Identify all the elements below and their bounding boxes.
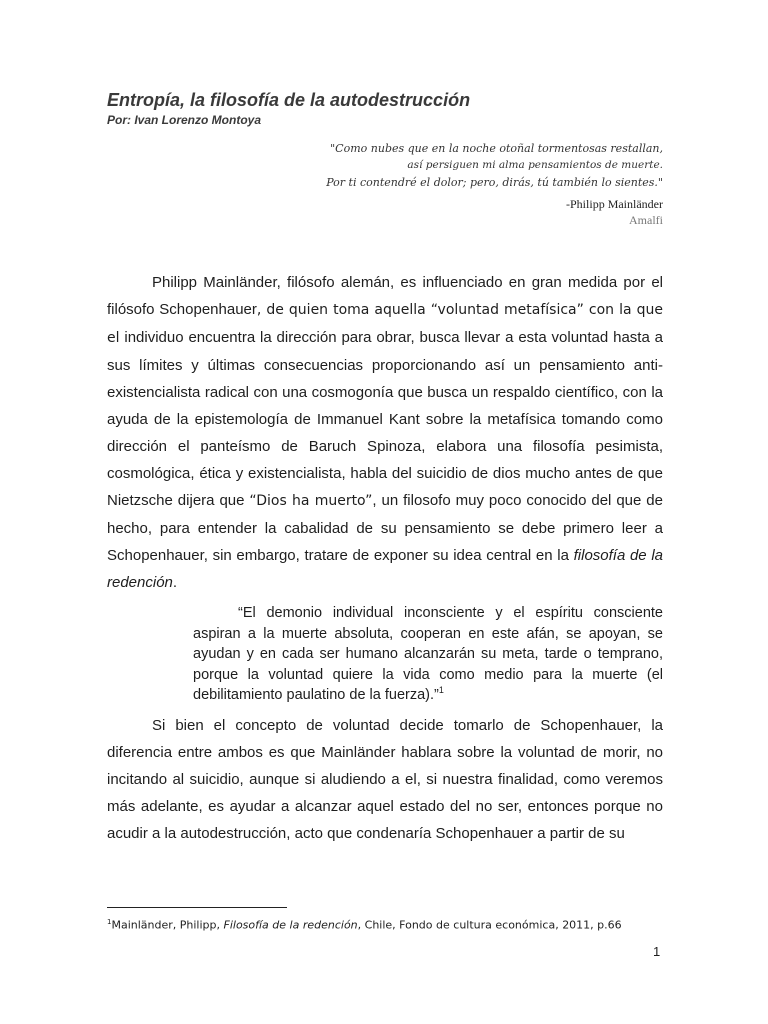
document-title: Entropía, la filosofía de la autodestrucción xyxy=(107,90,471,110)
paragraph-text: Philipp Mainländer, filósofo alemán, es influenciado en gran medida por el filósofo Schopenhauer xyxy=(107,274,663,318)
footnote xyxy=(107,918,622,932)
body-paragraph-1 xyxy=(107,269,663,596)
footnote-separator xyxy=(107,907,287,908)
page-number: 1 xyxy=(653,944,661,959)
epigraph-attribution xyxy=(566,196,663,228)
footnote-author: Mainländer, Philipp, xyxy=(111,918,224,932)
footnote-details: , Chile, Fondo de cultura económica, 2011, p.66 xyxy=(357,918,622,932)
footnote-reference[interactable]: 1 xyxy=(438,685,444,696)
footnote-number: 1 xyxy=(107,918,112,926)
footnote-work: Filosofía de la redención xyxy=(223,918,358,932)
block-quote xyxy=(193,603,663,706)
epigraph xyxy=(143,140,663,191)
paragraph-italic-text: filosofía de la redención xyxy=(107,547,663,591)
paragraph-text: , un filosofo muy poco conocido del que de hecho, para entender la cabalidad de su pensamiento se debe primero leer a Schopenhauer, sin embargo, tratare de exponer su idea central en la xyxy=(107,492,663,564)
epigraph-line: así persiguen mi alma pensamientos de muerte. xyxy=(407,159,663,171)
paragraph-text: . xyxy=(172,574,178,591)
document-author: Por: Ivan Lorenzo Montoya xyxy=(107,113,262,127)
quote-text: “El demonio individual inconsciente y el espíritu consciente aspiran a la muerte absoluta, cooperan en este afán, se apoyan, se ayudan y en cada ser humano alcanzarán su meta, tarde o temprano, porque la voluntad quiere la vida como medio para la muerte (el debilitamiento paulatino de la fuerza).” xyxy=(193,605,663,703)
paragraph-text: “Dios ha muerto” xyxy=(249,493,373,509)
epigraph-line: "Como nubes que en la noche otoñal tormentosas restallan, xyxy=(330,142,663,155)
paragraph-text: individuo encuentra la dirección para obrar, busca llevar a esta voluntad hasta a sus límites y últimas consecuencias proporcionando así un pensamiento anti-existencialista radical con una cosmogonía que busca un respaldo científico, con la ayuda de la epistemología de Immanuel Kant sobre la metafísica tomando como dirección el panteísmo de Baruch Spinoza, elabora una filosofía pesimista, cosmológica, ética y existencialista, habla del suicidio de dios mucho antes de que Nietzsche dijera que xyxy=(107,329,663,509)
attribution-work: Amalfi xyxy=(629,213,663,227)
paragraph-text: , de quien toma aquella “voluntad metafísica” con la que el xyxy=(107,302,663,346)
epigraph-line: Por ti contendré el dolor; pero, dirás, tú también lo sientes." xyxy=(326,176,663,189)
body-paragraph-2 xyxy=(107,712,663,847)
attribution-author: -Philipp Mainländer xyxy=(566,197,663,211)
paragraph-text: Si bien el concepto de voluntad decide tomarlo de Schopenhauer, la diferencia entre ambos es que Mainländer hablara sobre la voluntad de morir, no incitando al suicidio, aunque si aludiendo a el, si nuestra finalidad, como veremos más adelante, es ayudar a alcanzar aquel estado del no ser, entonces porque no acudir a la autodestrucción, acto que condenaría Schopenhauer a partir de su xyxy=(107,717,663,842)
